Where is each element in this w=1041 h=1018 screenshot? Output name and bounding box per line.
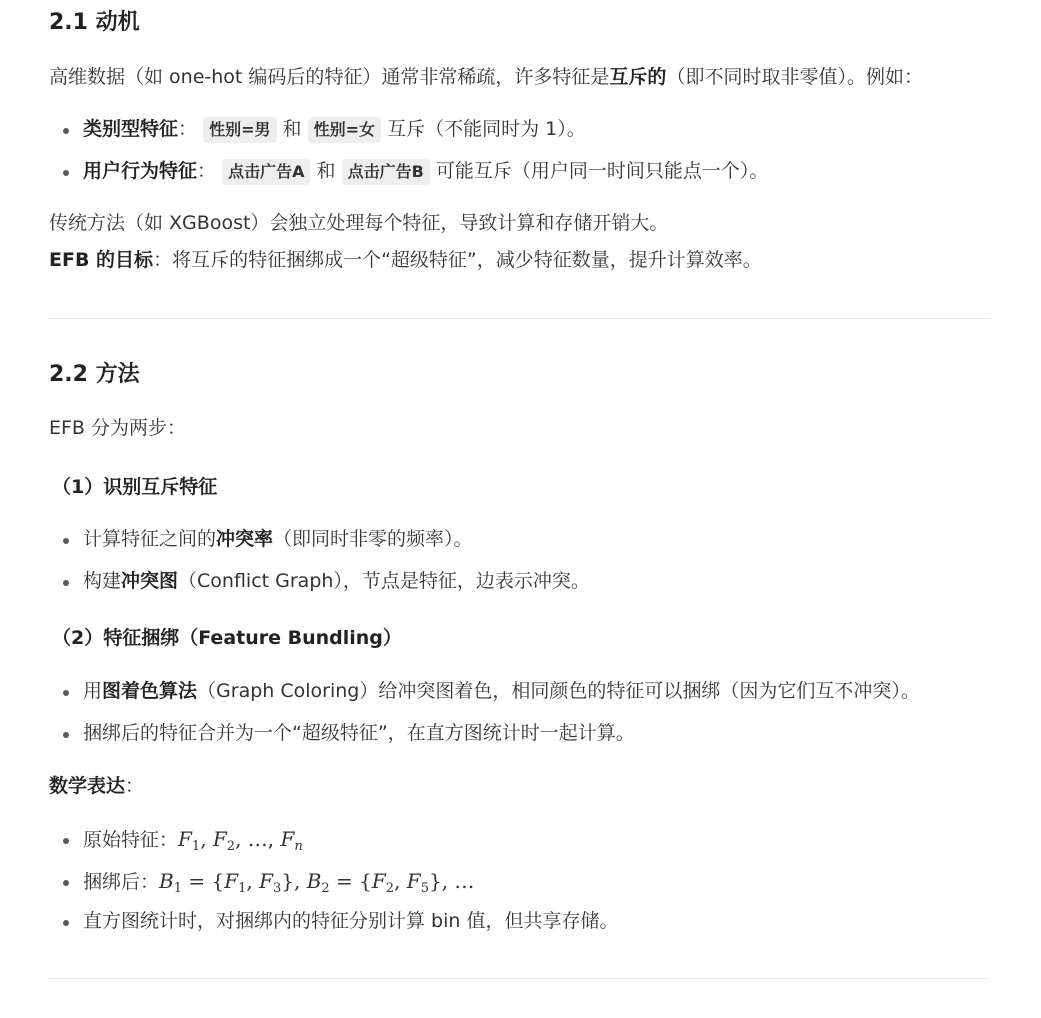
bullet-dot <box>63 128 69 134</box>
bullet-dot <box>63 580 69 586</box>
list-item-super-feature: 捆绑后的特征合并为一个“超级特征”，在直方图统计时一起计算。 <box>83 722 635 744</box>
code-gender-male: 性别=男 <box>203 117 276 143</box>
math-heading: 数学表达： <box>49 775 145 797</box>
step1-heading: （1）识别互斥特征 <box>52 476 218 498</box>
step2-heading: （2）特征捆绑（Feature Bundling） <box>52 627 402 649</box>
list-item-graph-coloring: 用图着色算法（Graph Coloring）给冲突图着色，相同颜色的特征可以捆绑（因为它们互不冲突）。 <box>83 680 920 702</box>
formula-bundles: $B_1 = \{F_1$, $F_3$}, $B_2 = \{F_2$, $F_5$}, … <box>159 869 475 896</box>
list-item-categorical: 类别型特征： 性别=男 和 性别=女 互斥（不能同时为 1）。 <box>83 116 586 143</box>
code-click-ad-b: 点击广告B <box>342 159 430 185</box>
method-intro: EFB 分为两步： <box>49 417 187 439</box>
motivation-intro: 高维数据（如 one-hot 编码后的特征）通常非常稀疏，许多特征是互斥的（即不同时取非零值）。例如： <box>49 66 923 88</box>
list-item-conflict-rate: 计算特征之间的冲突率（即同时非零的频率）。 <box>83 528 473 550</box>
bullet-dot <box>63 838 69 844</box>
code-gender-female: 性别=女 <box>308 117 381 143</box>
bullet-dot <box>63 170 69 176</box>
list-item-conflict-graph: 构建冲突图（Conflict Graph），节点是特征，边表示冲突。 <box>83 570 590 592</box>
efb-goal-paragraph: EFB 的目标：将互斥的特征捆绑成一个“超级特征”，减少特征数量，提升计算效率。 <box>49 249 762 271</box>
bullet-dot <box>63 732 69 738</box>
formula-original-features: $F_1$, $F_2$, …, $F_n$ <box>178 827 303 854</box>
list-item-bundled: 捆绑后：$B_1 = \{F_1$, $F_3$}, $B_2 = \{F_2$, $F_5$}, … <box>83 869 475 896</box>
bullet-dot <box>63 538 69 544</box>
bullet-dot <box>63 690 69 696</box>
code-click-ad-a: 点击广告A <box>222 159 310 185</box>
list-item-user-behavior: 用户行为特征： 点击广告A 和 点击广告B 可能互斥（用户同一时间只能点一个）。 <box>83 158 768 185</box>
bullet-dot <box>63 880 69 886</box>
section-divider <box>49 318 990 319</box>
list-item-histogram: 直方图统计时，对捆绑内的特征分别计算 bin 值，但共享存储。 <box>83 910 619 932</box>
bullet-dot <box>63 920 69 926</box>
traditional-method-paragraph: 传统方法（如 XGBoost）会独立处理每个特征，导致计算和存储开销大。 <box>49 212 669 234</box>
section-divider <box>49 978 990 979</box>
list-item-original-features: 原始特征：$F_1$, $F_2$, …, $F_n$ <box>83 827 303 854</box>
section-heading-motivation: 2.1 动机 <box>49 10 140 35</box>
section-heading-method: 2.2 方法 <box>49 362 140 387</box>
